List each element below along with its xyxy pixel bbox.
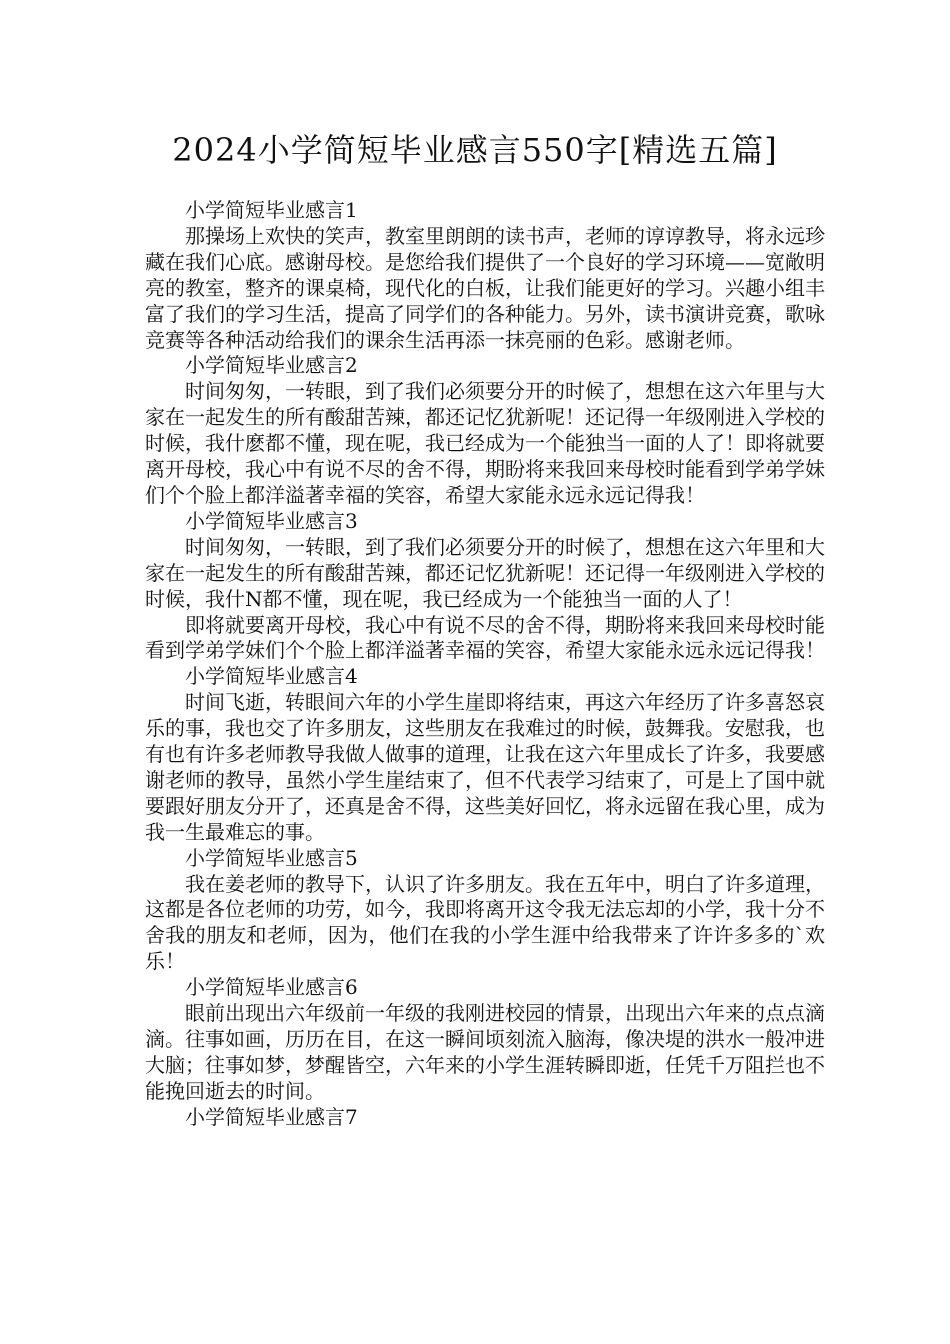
paragraph: 时间匆匆，一转眼，到了我们必须要分开的时候了，想想在这六年里和大家在一起发生的所有酸甜苦辣，都还记忆犹新呢！还记得一年级刚进入学校的时候，我什N都不懂，现在呢，我已经成为一个能独当一面的人了！ — [145, 534, 825, 611]
section-heading-7: 小学简短毕业感言7 — [185, 1104, 358, 1129]
section-heading-4: 小学简短毕业感言4 — [185, 664, 358, 689]
paragraph: 时间飞逝，转眼间六年的小学生崖即将结束，再这六年经历了许多喜怒哀乐的事，我也交了许多朋友，这些朋友在我难过的时候，鼓舞我。安慰我，也有也有许多老师教导我做人做事的道理，让我在这六年里成长了许多，我要感谢老师的教导，虽然小学生崖结束了，但不代表学习结束了，可是上了国中就要跟好朋友分开了，还真是舍不得，这些美好回忆，将永远留在我心里，成为我一生最难忘的事。 — [145, 690, 825, 844]
section-heading-3: 小学简短毕业感言3 — [185, 508, 358, 533]
paragraph: 时间匆匆，一转眼，到了我们必须要分开的时候了，想想在这六年里与大家在一起发生的所有酸甜苦辣，都还记忆犹新呢！还记得一年级刚进入学校的时候，我什麽都不懂，现在呢，我已经成为一个能独当一面的人了！即将就要离开母校，我心中有说不尽的舍不得，期盼将来我回来母校时能看到学弟学妹们个个脸上都洋溢著幸福的笑容，希望大家能永远永远记得我！ — [145, 379, 825, 507]
section-heading-1: 小学简短毕业感言1 — [185, 198, 358, 222]
document-body — [145, 198, 825, 1131]
paragraph: 我在姜老师的教导下，认识了许多朋友。我在五年中，明白了许多道理，这都是各位老师的功劳，如今，我即将离开这令我无法忘却的小学，我十分不舍我的朋友和老师，因为，他们在我的小学生涯中给我带来了许许多多的`欢乐！ — [145, 871, 825, 974]
page-title: 2024小学简短毕业感言550字[精选五篇] — [172, 131, 778, 169]
section-heading-2: 小学简短毕业感言2 — [185, 353, 358, 378]
paragraph: 即将就要离开母校，我心中有说不尽的舍不得，期盼将来我回来母校时能看到学弟学妹们个个脸上都洋溢著幸福的笑容，希望大家能永远永远记得我！ — [145, 612, 825, 663]
paragraph: 那操场上欢快的笑声，教室里朗朗的读书声，老师的谆谆教导，将永远珍藏在我们心底。感谢母校。是您给我们提供了一个良好的学习环境——宽敞明亮的教室，整齐的课桌椅，现代化的白板，让我们能更好的学习。兴趣小组丰富了我们的学习生活，提高了同学们的各种能力。另外，读书演讲竞赛，歌咏竞赛等各种活动给我们的课余生活再添一抹亮丽的色彩。感谢老师。 — [145, 223, 825, 352]
paragraph: 眼前出现出六年级前一年级的我刚进校园的情景，出现出六年来的点点滴滴。往事如画，历历在目，在这一瞬间顷刻流入脑海，像决堤的洪水一般冲进大脑；往事如梦，梦醒皆空，六年来的小学生涯转瞬即逝，任凭千万阻拦也不能挽回逝去的时间。 — [145, 1001, 825, 1103]
section-heading-6: 小学简短毕业感言6 — [185, 975, 358, 1000]
section-heading-5: 小学简短毕业感言5 — [185, 845, 358, 870]
